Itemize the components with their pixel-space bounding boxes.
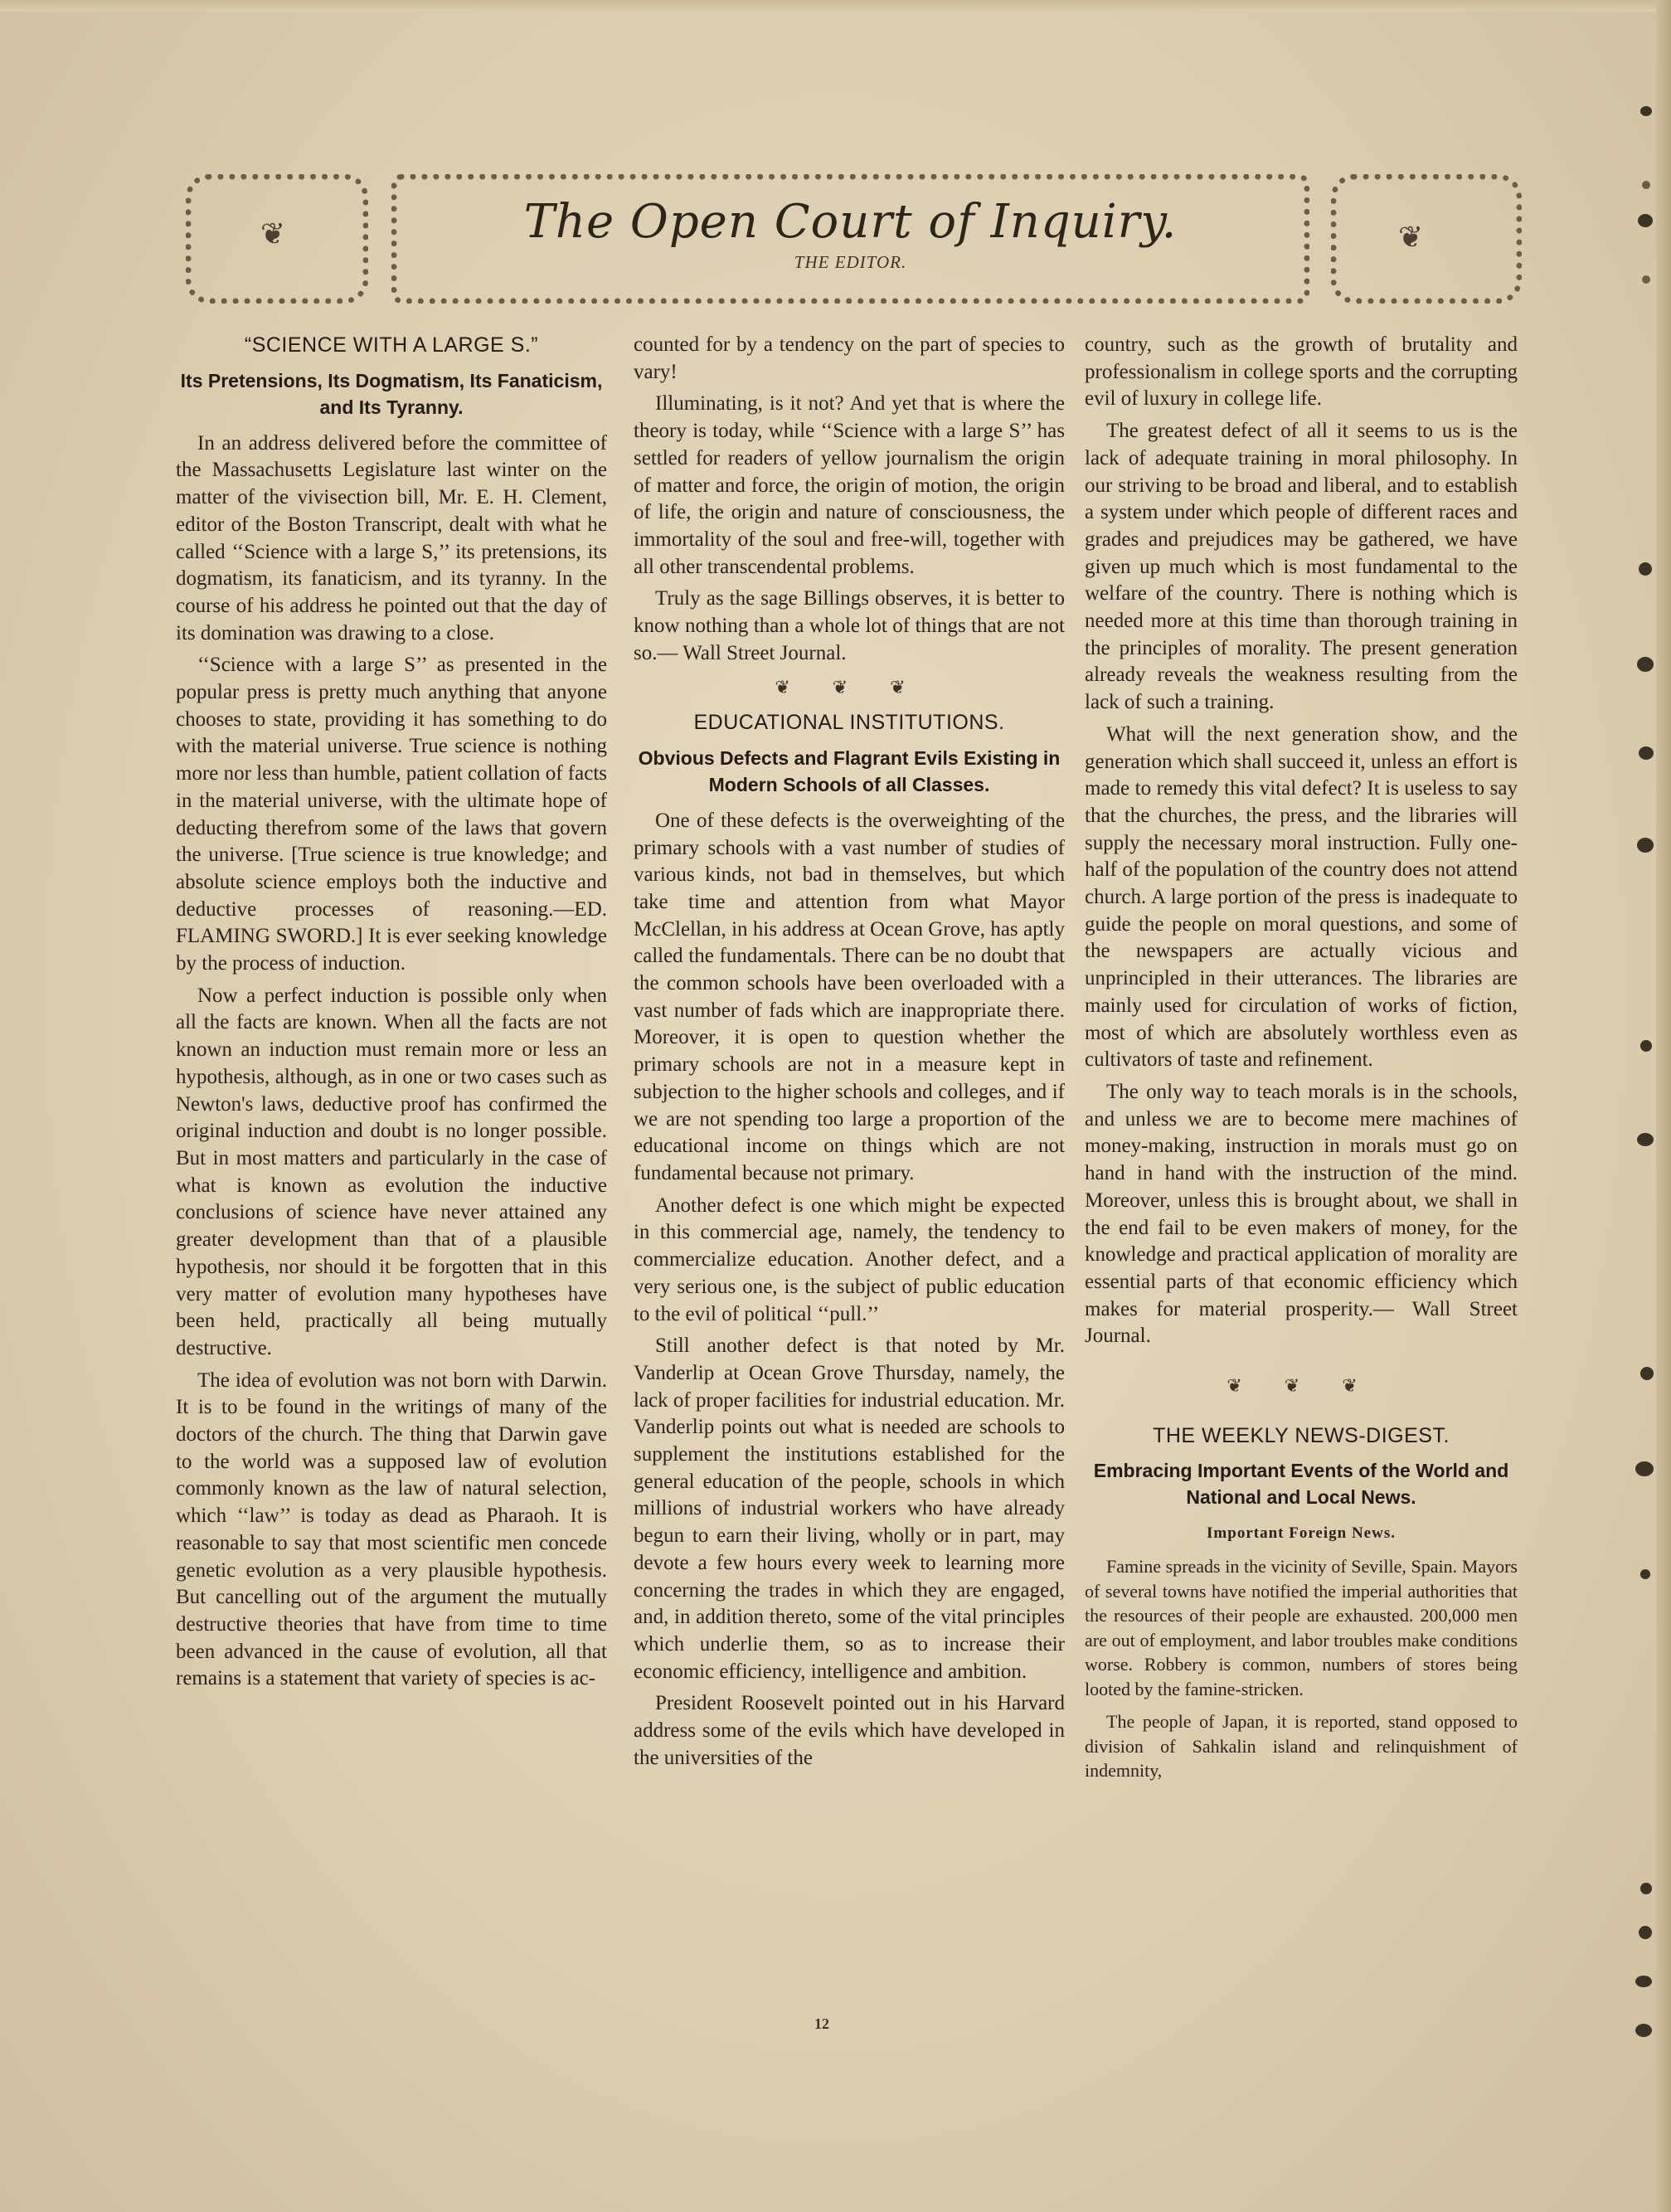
section-heading: Important Foreign News. [1207, 1524, 1396, 1543]
paragraph: Now a perfect induction is possible only when all the facts are known. When all the facts are not known an induction must remain more or less an hypothesis, although, as in one or two cases such as Newton's laws, deductive proof has confirmed the original induction and doubt is no longer possible. But in most matters and particularly in the case of what is known as evolution the inductive conclusions of science have never attained any greater development than that of a plausible hypothesis, nor should it be forgotten that in this very matter of evolution many hypotheses have been held, practically all being mutually destructive. [176, 984, 607, 1359]
binding-hole [1639, 562, 1652, 576]
column-3 [1085, 332, 1518, 1791]
article-title: THE WEEKLY NEWS-DIGEST. [1153, 1423, 1450, 1447]
paragraph: The people of Japan, it is reported, stand opposed to division of Sahkalin island and relinquishment of indemnity, [1085, 1711, 1518, 1782]
page-top-edge [0, 0, 1671, 12]
paragraph: The only way to teach morals is in the schools, and unless we are to become mere machines of money-making, instruction in morals must go on hand in hand with the instruction of the mind. Moreover, unless this is brought about, we shall in the end fail to be even makers of money, for the knowledge and practical application of morality are essential parts of that economic efficiency which makes for material prosperity.— Wall Street Journal. [1085, 1080, 1518, 1348]
paragraph: The idea of evolution was not born with Darwin. It is to be found in the writings of many of the doctors of the church. The thing that Darwin gave to the world was a supposed law of evolution commonly known as the law of natural selection, which ‘‘law’’ is today as dead as Pharaoh. It is reasonable to say that most scientific men concede genetic evolution as a very plausible hypothesis. But cancelling out of the argument the mutually destructive theories that have from time to time been advanced in the cause of evolution, all that remains is a statement that variety of species is ac- [176, 1369, 607, 1690]
article-subtitle: Its Pretensions, Its Dogmatism, Its Fanaticism, and Its Tyranny. [180, 369, 603, 418]
paragraph: Still another defect is that noted by Mr. Vanderlip at Ocean Grove Thursday, namely, the lack of proper facilities for industrial education. Mr. Vanderlip points out what is needed are schools to supplement the institutions established for the general education of the people, schools in which millions of industrial workers who have already begun to earn their living, wholly or in part, may devote a few hours every week to learning more concerning the trades in which they are engaged, and, in addition thereto, some of the vital principles which underlie them, so as to increase their economic efficiency, intelligence and ambition. [634, 1334, 1065, 1683]
paragraph: counted for by a tendency on the part of species to vary! [634, 333, 1065, 383]
binding-hole [1640, 106, 1652, 116]
section-divider-ornament: ❦ ❦ ❦ [1227, 1376, 1376, 1398]
paragraph: In an address delivered before the committee of the Massachusetts Legislature last winter on the matter of the vivisection bill, Mr. E. H. Clement, editor of the Boston Transcript, dealt with what he called ‘‘Science with a large S,’’ its pretensions, its dogmatism, its fanaticism, and its tyranny. In the course of his address he pointed out that the day of its domination was drawing to a close. [176, 431, 607, 644]
paragraph: Another defect is one which might be expected in this commercial age, namely, the tendency to commercialize education. Another defect, and a very serious one, is the subject of public education to the evil of political ‘‘pull.’’ [634, 1194, 1065, 1325]
header-banner [0, 174, 1671, 304]
byline: THE EDITOR. [794, 252, 907, 272]
paragraph: What will the next generation show, and the generation which shall succeed it, unless an effort is made to remedy this vital defect? It is useless to say that the churches, the press, and the libraries will supply the necessary moral instruction. Fully one-half of the population of the country does not attend church. A large portion of the press is inadequate to guide the people on moral questions, and some of the newspapers are actually vicious and unprincipled in their utterances. The libraries are mainly used for circulation of works of fiction, most of which are absolutely worthless even as cultivators of taste and refinement. [1085, 722, 1518, 1072]
binding-hole [1637, 838, 1654, 853]
fleuron-icon: ❦ [1398, 221, 1424, 255]
binding-hole [1640, 1569, 1650, 1579]
fleuron-icon: ❦ [260, 217, 286, 251]
binding-hole [1635, 2024, 1652, 2037]
section-divider-ornament: ❦ ❦ ❦ [775, 678, 924, 699]
article-subtitle: Obvious Defects and Flagrant Evils Existing in Modern Schools of all Classes. [638, 746, 1061, 795]
paragraph: The greatest defect of all it seems to us is the lack of adequate training in moral philosophy. In our striving to be broad and liberal, and to establish a system under which people of different races and grades and prejudices may be gathered, we have given up much which is most fundamental to the welfare of the country. There is nothing which is needed more at this time than thorough training in the principles of morality. The present generation already reveals the weakness resulting from the lack of such a training. [1085, 420, 1518, 714]
paragraph: President Roosevelt pointed out in his Harvard address some of the evils which have developed in the universities of the [634, 1692, 1065, 1769]
binding-hole [1637, 657, 1654, 672]
paragraph: Famine spreads in the vicinity of Seville, Spain. Mayors of several towns have notified the imperial authorities that the resources of their people are exhausted. 200,000 men are out of employment, and labor troubles make conditions worse. Robbery is common, numbers of stores being looted by the famine-stricken. [1085, 1556, 1518, 1699]
article-subtitle: Embracing Important Events of the World and National and Local News. [1093, 1460, 1509, 1509]
banner-frame-right [1331, 174, 1522, 304]
column-1 [176, 332, 607, 1698]
binding-hole [1640, 1040, 1652, 1052]
binding-hole [1635, 1461, 1654, 1476]
page-number: 12 [814, 2015, 829, 2032]
paragraph: One of these defects is the overweighting of the primary schools with a vast number of studies of various kinds, not bad in themselves, but which take time and attention from what Mayor McClellan, in his address at Ocean Grove, has aptly called the fundamentals. There can be no doubt that the common schools have been overloaded with a vast number of fads which are inappropriate there. Moreover, it is open to question whether the primary schools are not in a measure kept in subjection to the higher schools and colleges, and if we are not spending too large a proportion of the educational income on things which are not fundamental because not primary. [634, 809, 1065, 1184]
paragraph: country, such as the growth of brutality and professionalism in college sports and the corrupting evil of luxury in college life. [1085, 333, 1518, 411]
article-title: “SCIENCE WITH A LARGE S.” [244, 333, 539, 357]
binding-hole [1640, 1883, 1652, 1894]
article-title: EDUCATIONAL INSTITUTIONS. [693, 711, 1005, 735]
column-2 [634, 332, 1065, 1777]
binding-hole [1640, 1367, 1654, 1380]
paragraph: ‘‘Science with a large S’’ as presented in the popular press is pretty much anything that anyone chooses to state, providing it has something to do with the material universe. True science is nothing more nor less than humble, patient collation of facts in the material universe, with the ultimate hope of deducting therefrom some of the laws that govern the universe. [True science is true knowledge; and absolute science employs both the inductive and deductive processes of reasoning.—ED. FLAMING SWORD.] It is ever seeking knowledge by the process of induction. [176, 654, 607, 975]
binding-hole [1637, 1133, 1654, 1146]
news-digest-body [1085, 1554, 1518, 1783]
paragraph: Illuminating, is it not? And yet that is where the theory is today, while ‘‘Science with a large S’’ has settled for readers of yellow journalism the origin of matter and force, the origin of motion, the origin of life, the origin and nature of consciousness, the immortality of the soul and free-will, together with all other transcendental problems. [634, 392, 1065, 578]
binding-hole [1639, 746, 1654, 760]
binding-hole [1635, 1976, 1652, 1987]
page-right-edge [1656, 0, 1671, 2212]
binding-hole [1639, 1926, 1652, 1939]
paragraph: Truly as the sage Billings observes, it is better to know nothing than a whole lot of things that are not so.— Wall Street Journal. [634, 587, 1065, 664]
page-title: The Open Court of Inquiry. [523, 195, 1178, 249]
